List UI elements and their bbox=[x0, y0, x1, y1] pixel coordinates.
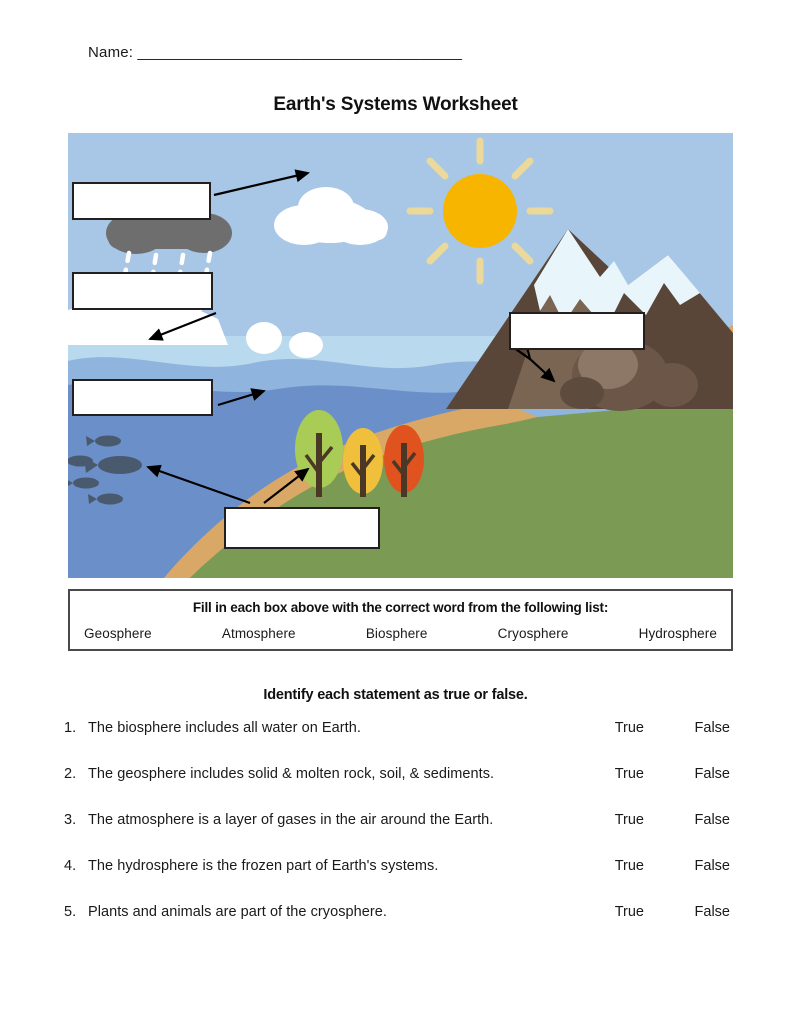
word-bank bbox=[68, 589, 733, 651]
name-field-line[interactable]: Name: ______________________________________ bbox=[88, 44, 463, 61]
true-false-list bbox=[64, 720, 744, 950]
answer-true-3[interactable]: True bbox=[614, 812, 644, 828]
answer-box-hydrosphere[interactable] bbox=[72, 379, 213, 416]
earth-systems-diagram bbox=[68, 133, 733, 578]
question-number-3: 3. bbox=[64, 812, 77, 828]
page-title: Earth's Systems Worksheet bbox=[273, 94, 518, 115]
answer-false-1[interactable]: False bbox=[694, 720, 730, 736]
question-text-2: The geosphere includes solid & molten rock, soil, & sediments. bbox=[88, 766, 495, 782]
answer-true-4[interactable]: True bbox=[614, 858, 644, 874]
question-text-3: The atmosphere is a layer of gases in the air around the Earth. bbox=[88, 812, 494, 828]
true-false-row-2 bbox=[64, 766, 744, 812]
true-false-heading: Identify each statement as true or false. bbox=[263, 687, 528, 703]
word-bank-word-biosphere: Biosphere bbox=[365, 626, 428, 641]
answer-true-5[interactable]: True bbox=[614, 904, 644, 920]
answer-false-3[interactable]: False bbox=[694, 812, 730, 828]
answer-false-4[interactable]: False bbox=[694, 858, 730, 874]
question-text-4: The hydrosphere is the frozen part of Earth's systems. bbox=[88, 858, 439, 874]
word-bank-word-atmosphere: Atmosphere bbox=[221, 626, 296, 641]
true-false-row-3 bbox=[64, 812, 744, 858]
answer-box-cryosphere[interactable] bbox=[72, 272, 213, 310]
true-false-row-5 bbox=[64, 904, 744, 950]
question-text-1: The biosphere includes all water on Earth. bbox=[88, 720, 361, 736]
answer-box-biosphere[interactable] bbox=[224, 507, 380, 549]
answer-false-2[interactable]: False bbox=[694, 766, 730, 782]
word-bank-word-hydrosphere: Hydrosphere bbox=[638, 626, 717, 641]
true-false-row-4 bbox=[64, 858, 744, 904]
fish-small-2 bbox=[68, 456, 93, 467]
true-false-row-1 bbox=[64, 720, 744, 766]
word-bank-list bbox=[70, 626, 731, 641]
answer-true-2[interactable]: True bbox=[614, 766, 644, 782]
question-number-1: 1. bbox=[64, 720, 77, 736]
question-number-5: 5. bbox=[64, 904, 77, 920]
answer-true-1[interactable]: True bbox=[614, 720, 644, 736]
answer-box-atmosphere[interactable] bbox=[72, 182, 211, 220]
sun bbox=[443, 174, 517, 248]
word-bank-word-geosphere: Geosphere bbox=[84, 626, 152, 641]
answer-box-geosphere[interactable] bbox=[509, 312, 645, 350]
word-bank-instruction: Fill in each box above with the correct word from the following list: bbox=[192, 600, 609, 615]
question-text-5: Plants and animals are part of the cryosphere. bbox=[88, 904, 387, 920]
answer-false-5[interactable]: False bbox=[694, 904, 730, 920]
question-number-4: 4. bbox=[64, 858, 77, 874]
word-bank-word-cryosphere: Cryosphere bbox=[497, 626, 569, 641]
question-number-2: 2. bbox=[64, 766, 77, 782]
